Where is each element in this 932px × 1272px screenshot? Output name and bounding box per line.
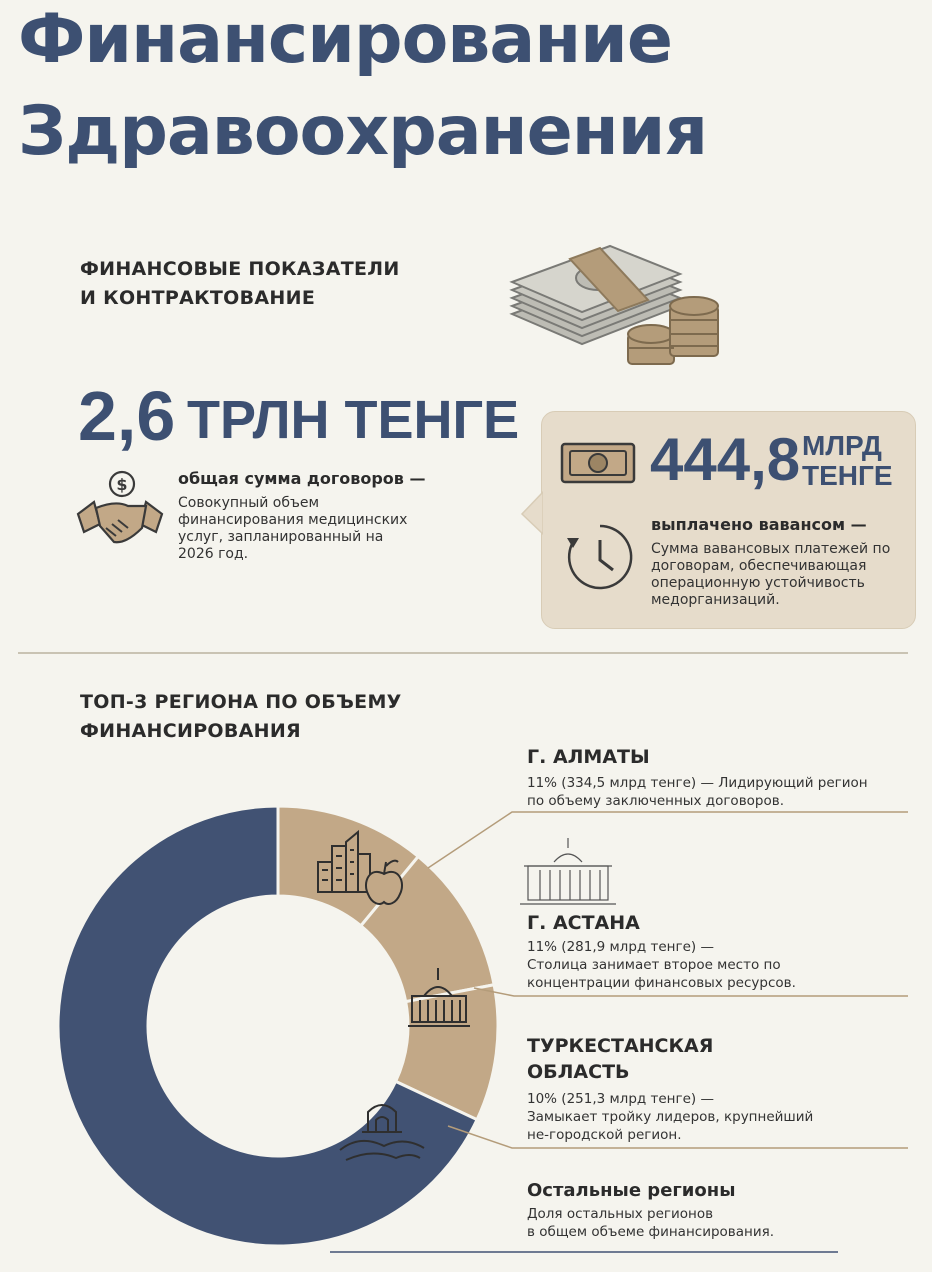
leader-line-almaty xyxy=(428,812,908,868)
region-text-line: Доля остальных регионов xyxy=(527,1206,714,1222)
section-financial-header-line2: И КОНТРАКТОВАНИЕ xyxy=(80,287,316,309)
region-text-line: 11% (281,9 млрд тенге) — xyxy=(527,939,714,955)
region-astana-text xyxy=(527,938,796,992)
region-turkestan-title xyxy=(527,1033,713,1085)
page-title-line1: Финансирование xyxy=(18,0,672,79)
region-turkestan-title-line1: ТУРКЕСТАНСКАЯ xyxy=(527,1035,714,1057)
svg-text:$: $ xyxy=(116,475,128,494)
advance-desc-line: медорганизаций. xyxy=(651,592,780,608)
total-desc-line: финансирования медицинских xyxy=(178,512,408,528)
advance-desc-line: операционную устойчивость xyxy=(651,575,865,591)
total-desc-line: услуг, запланированный на xyxy=(178,529,384,545)
total-unit: ТРЛН ТЕНГЕ xyxy=(187,390,520,450)
region-turkestan-text xyxy=(527,1090,813,1144)
region-almaty-text xyxy=(527,774,868,810)
section-regions-header-line1: ТОП-3 РЕГИОНА ПО ОБЪЕМУ xyxy=(80,691,402,713)
region-astana-title: Г. АСТАНА xyxy=(527,912,640,934)
region-text-line: 10% (251,3 млрд тенге) — xyxy=(527,1091,714,1107)
region-others-text xyxy=(527,1205,774,1241)
advance-label: выплачено вавансом — xyxy=(651,515,867,534)
region-others-title: Остальные регионы xyxy=(527,1180,736,1201)
region-text-line: концентрации финансовых ресурсов. xyxy=(527,975,796,991)
region-text-line: Замыкает тройку лидеров, крупнейший xyxy=(527,1109,814,1125)
total-label: общая сумма договоров — xyxy=(178,469,426,488)
region-text-line: в общем объеме финансирования. xyxy=(527,1224,775,1240)
page-title-line2: Здравоохранения xyxy=(18,92,708,171)
advance-unit-line1: МЛРД xyxy=(802,430,882,461)
advance-unit-line2: ТЕНГЕ xyxy=(802,460,893,491)
astana-building-icon xyxy=(520,838,616,904)
advance-desc-line: Сумма вавансовых платежей по xyxy=(651,541,891,557)
section-financial-header-line1: ФИНАНСОВЫЕ ПОКАЗАТЕЛИ xyxy=(80,258,400,280)
region-turkestan-title-line2: ОБЛАСТЬ xyxy=(527,1061,630,1083)
region-almaty-title: Г. АЛМАТЫ xyxy=(527,746,650,768)
section-regions-header-line2: ФИНАНСИРОВАНИЯ xyxy=(80,720,301,742)
total-desc-line: 2026 год. xyxy=(178,546,249,562)
advance-desc-line: договорам, обеспечивающая xyxy=(651,558,867,574)
total-value: 2,6 xyxy=(78,377,176,455)
region-text-line: не-городской регион. xyxy=(527,1127,682,1143)
region-text-line: по объему заключенных договоров. xyxy=(527,793,784,809)
region-text-line: Столица занимает второе место по xyxy=(527,957,781,973)
advance-value: 444,8 xyxy=(650,426,801,493)
total-desc-line: Совокупный объем xyxy=(178,495,320,511)
region-text-line: 11% (334,5 млрд тенге) — Лидирующий регион xyxy=(527,775,868,791)
